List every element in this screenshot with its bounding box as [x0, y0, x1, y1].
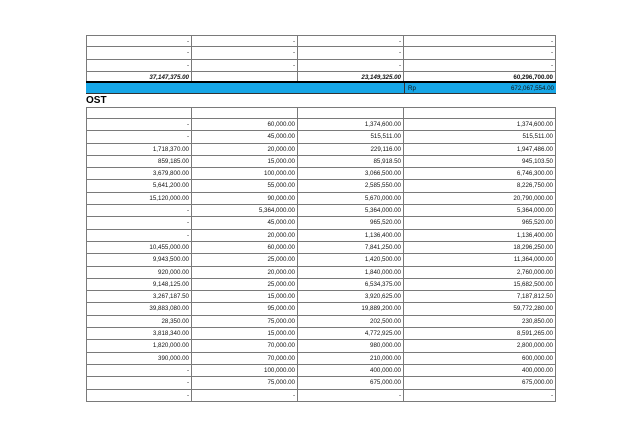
table-cell[interactable]: -: [298, 390, 404, 401]
table-cell[interactable]: -: [86, 119, 192, 130]
table-row: [86, 340, 556, 352]
table-cell[interactable]: 20,000.00: [192, 144, 298, 155]
blank-row: [86, 107, 556, 119]
table-cell[interactable]: -: [86, 131, 192, 142]
table-cell[interactable]: 25,000.00: [192, 279, 298, 290]
table-cell[interactable]: 7,187,812.50: [404, 291, 556, 302]
table-cell[interactable]: 675,000.00: [298, 377, 404, 388]
spreadsheet-top-block: [86, 35, 556, 94]
table-row: [86, 328, 556, 340]
table-cell[interactable]: 515,511.00: [404, 131, 556, 142]
table-cell[interactable]: 2,800,000.00: [404, 340, 556, 351]
table-cell[interactable]: 15,000.00: [192, 328, 298, 339]
total-cell[interactable]: [192, 72, 298, 81]
table-cell[interactable]: 70,000.00: [192, 340, 298, 351]
table-cell[interactable]: -: [192, 47, 298, 58]
table-cell[interactable]: 6,746,300.00: [404, 168, 556, 179]
table-cell[interactable]: [298, 108, 404, 118]
table-cell[interactable]: 15,682,500.00: [404, 279, 556, 290]
table-cell[interactable]: 25,000.00: [192, 254, 298, 265]
table-cell[interactable]: 859,185.00: [86, 156, 192, 167]
table-cell[interactable]: 20,000.00: [192, 267, 298, 278]
table-cell[interactable]: 3,267,187.50: [86, 291, 192, 302]
table-cell[interactable]: 675,000.00: [404, 377, 556, 388]
table-cell[interactable]: 6,534,375.00: [298, 279, 404, 290]
table-cell[interactable]: 4,772,925.00: [298, 328, 404, 339]
table-cell[interactable]: 2,760,000.00: [404, 267, 556, 278]
table-row: [86, 316, 556, 328]
table-row: [86, 168, 556, 180]
table-cell[interactable]: -: [86, 365, 192, 376]
table-row: [86, 119, 556, 131]
table-cell[interactable]: -: [192, 36, 298, 46]
table-cell[interactable]: 2,585,550.00: [298, 180, 404, 191]
table-row: [86, 279, 556, 291]
table-cell[interactable]: 5,364,000.00: [404, 205, 556, 216]
table-row: [86, 291, 556, 303]
table-row: [86, 242, 556, 254]
table-cell[interactable]: 9,943,500.00: [86, 254, 192, 265]
table-cell[interactable]: [86, 108, 192, 118]
table-cell[interactable]: -: [86, 390, 192, 401]
table-cell[interactable]: 39,883,080.00: [86, 303, 192, 314]
table-cell[interactable]: 390,000.00: [86, 353, 192, 364]
table-row: [86, 131, 556, 143]
table-row: [86, 303, 556, 315]
table-body: [86, 119, 556, 402]
table-cell[interactable]: 1,136,400.00: [298, 230, 404, 241]
table-cell[interactable]: 9,148,125.00: [86, 279, 192, 290]
table-cell[interactable]: 3,679,800.00: [86, 168, 192, 179]
table-row: [86, 353, 556, 365]
table-cell[interactable]: -: [86, 205, 192, 216]
table-cell[interactable]: 1,820,000.00: [86, 340, 192, 351]
table-cell[interactable]: 5,364,000.00: [192, 205, 298, 216]
table-cell[interactable]: 20,790,000.00: [404, 193, 556, 204]
table-cell[interactable]: 600,000.00: [404, 353, 556, 364]
table-cell[interactable]: 11,364,000.00: [404, 254, 556, 265]
summary-cell[interactable]: [404, 83, 556, 93]
table-cell[interactable]: 70,000.00: [192, 353, 298, 364]
table-cell[interactable]: 20,000.00: [192, 230, 298, 241]
table-cell[interactable]: 980,000.00: [298, 340, 404, 351]
table-cell[interactable]: 920,000.00: [86, 267, 192, 278]
table-cell[interactable]: 8,226,750.00: [404, 180, 556, 191]
table-cell[interactable]: -: [86, 377, 192, 388]
table-row: [86, 180, 556, 192]
table-cell[interactable]: 1,136,400.00: [404, 230, 556, 241]
table-cell[interactable]: 3,066,500.00: [298, 168, 404, 179]
table-row: [86, 390, 556, 402]
table-cell[interactable]: 1,840,000.00: [298, 267, 404, 278]
table-row: [86, 377, 556, 389]
table-cell[interactable]: 45,000.00: [192, 217, 298, 228]
table-cell[interactable]: 945,103.50: [404, 156, 556, 167]
table-cell[interactable]: 515,511.00: [298, 131, 404, 142]
table-cell[interactable]: 1,374,600.00: [404, 119, 556, 130]
table-row: [86, 230, 556, 242]
table-cell[interactable]: -: [404, 47, 556, 58]
total-cell[interactable]: 37,147,375.00: [86, 72, 192, 81]
table-row: [86, 205, 556, 217]
table-cell[interactable]: 10,455,000.00: [86, 242, 192, 253]
spreadsheet-bottom-block: [86, 107, 556, 402]
table-cell[interactable]: -: [86, 60, 192, 71]
table-row: [86, 217, 556, 229]
table-cell[interactable]: 1,374,600.00: [298, 119, 404, 130]
table-cell[interactable]: -: [192, 390, 298, 401]
table-cell[interactable]: 90,000.00: [192, 193, 298, 204]
table-cell[interactable]: 55,000.00: [192, 180, 298, 191]
table-cell[interactable]: 5,641,200.00: [86, 180, 192, 191]
table-row: [86, 365, 556, 377]
table-cell[interactable]: 100,000.00: [192, 168, 298, 179]
totals-row: [86, 72, 556, 83]
table-cell[interactable]: -: [86, 47, 192, 58]
currency-label: Rp: [408, 84, 416, 92]
table-cell[interactable]: [192, 108, 298, 118]
table-cell[interactable]: 15,000.00: [192, 291, 298, 302]
table-row: [86, 47, 556, 59]
table-cell[interactable]: [404, 108, 556, 118]
table-row: [86, 193, 556, 205]
section-title: OST: [86, 95, 107, 106]
table-row: [86, 156, 556, 168]
summary-filler: [86, 83, 404, 93]
table-cell[interactable]: 7,841,250.00: [298, 242, 404, 253]
table-cell[interactable]: -: [404, 36, 556, 46]
table-row: [86, 267, 556, 279]
total-cell[interactable]: 23,149,325.00: [298, 72, 404, 81]
table-row: [86, 60, 556, 72]
table-cell[interactable]: -: [298, 47, 404, 58]
table-cell[interactable]: 75,000.00: [192, 377, 298, 388]
table-cell[interactable]: 210,000.00: [298, 353, 404, 364]
table-cell[interactable]: 400,000.00: [404, 365, 556, 376]
table-cell[interactable]: 1,947,486.00: [404, 144, 556, 155]
table-cell[interactable]: 202,500.00: [298, 316, 404, 327]
table-cell[interactable]: -: [298, 36, 404, 46]
table-cell[interactable]: -: [404, 390, 556, 401]
table-cell[interactable]: 100,000.00: [192, 365, 298, 376]
table-cell[interactable]: 5,364,000.00: [298, 205, 404, 216]
table-cell[interactable]: 28,350.00: [86, 316, 192, 327]
summary-row: [86, 83, 556, 94]
table-cell[interactable]: 60,000.00: [192, 242, 298, 253]
table-cell[interactable]: -: [192, 60, 298, 71]
table-cell[interactable]: -: [404, 60, 556, 71]
table-cell[interactable]: 8,591,265.00: [404, 328, 556, 339]
table-cell[interactable]: 59,772,280.00: [404, 303, 556, 314]
table-cell[interactable]: 1,718,370.00: [86, 144, 192, 155]
table-cell[interactable]: 75,000.00: [192, 316, 298, 327]
table-cell[interactable]: 965,520.00: [298, 217, 404, 228]
table-cell[interactable]: 965,520.00: [404, 217, 556, 228]
table-cell[interactable]: 1,420,500.00: [298, 254, 404, 265]
table-cell[interactable]: 3,920,625.00: [298, 291, 404, 302]
table-cell[interactable]: -: [298, 60, 404, 71]
table-cell[interactable]: 18,296,250.00: [404, 242, 556, 253]
table-cell[interactable]: -: [86, 36, 192, 46]
table-cell[interactable]: 5,670,000.00: [298, 193, 404, 204]
table-cell[interactable]: 229,116.00: [298, 144, 404, 155]
table-cell[interactable]: 95,000.00: [192, 303, 298, 314]
table-cell[interactable]: 15,120,000.00: [86, 193, 192, 204]
table-row: [86, 144, 556, 156]
table-cell[interactable]: 60,000.00: [192, 119, 298, 130]
table-cell[interactable]: 19,889,200.00: [298, 303, 404, 314]
table-cell[interactable]: 230,850.00: [404, 316, 556, 327]
table-cell[interactable]: 400,000.00: [298, 365, 404, 376]
table-cell[interactable]: 85,918.50: [298, 156, 404, 167]
summary-amount: 672,067,554.00: [510, 84, 554, 92]
table-cell[interactable]: -: [86, 217, 192, 228]
table-row: [86, 254, 556, 266]
table-cell[interactable]: 45,000.00: [192, 131, 298, 142]
table-row: [86, 35, 556, 47]
table-cell[interactable]: 15,000.00: [192, 156, 298, 167]
total-cell[interactable]: 60,296,700.00: [404, 72, 556, 81]
table-cell[interactable]: 3,818,340.00: [86, 328, 192, 339]
table-cell[interactable]: -: [86, 230, 192, 241]
